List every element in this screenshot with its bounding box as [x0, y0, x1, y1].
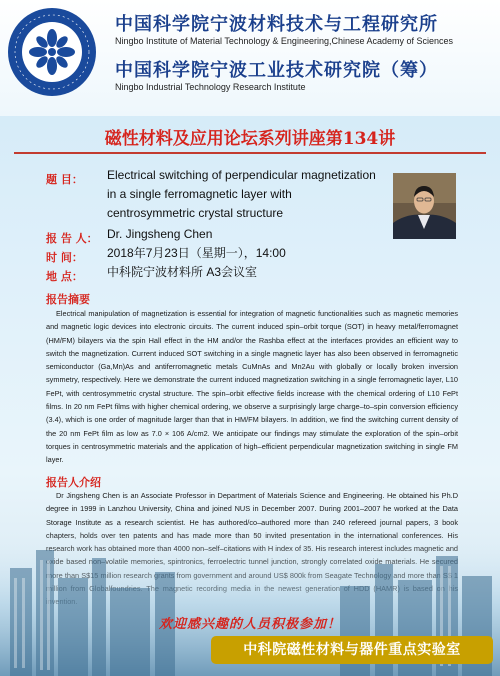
series-title: 磁性材料及应用论坛系列讲座第134讲	[104, 129, 396, 149]
talk-time: 2018年7月23日（星期一），14:00	[107, 246, 286, 260]
talk-place: 中科院宁波材料所 A3会议室	[107, 265, 258, 279]
speaker-photo	[393, 173, 456, 239]
abstract-text: Electrical manipulation of magnetization is essential for integration of magnetic functionalities such as magnetic memories and magnetic logic devices into electronic circuits. The current induced spin–orbit torque (SOT) in heavy metal/ferromagnet (HM/FM) bilayers via the spin Hall effect in the HM and/or the Rashba effect at the interfaces provides an efficient way to switch the magnetization. Current induced SOT switching in a single magnetic layer has also been observed in ferromagnetic semiconductor (Ga,Mn)As and antiferromagnetic metals CuMnAs and Mn2Au with globally or locally broken inversion symmetry, respectively. Here we demonstrate the current induced magnetization switching in a single ferromagnetic layer, L10 FePt, with centrosymmetric crystal structure. The spin–orbit effective fields increase with the chemical ordering of L10 FePt films. In 20 nm FePt films with higher chemical ordering, we observe a surprisingly large charge–to–spin conversion efficiency (3.4), which is one order of magnitude larger than that in HM/FM bilayers. In addition, we find the switching current density of the 20 nm FePt film as low as 7.0 × 106 A/cm2. We anticipate our findings may stimulate the exploration of the spin–orbit torques in centrosymmetric materials and the application of high–efficient perpendicular magnetization switching in single FM layer.	[46, 309, 458, 465]
talk-title: Electrical switching of perpendicular magnetization in a single ferromagnetic layer with centrosymmetric crystal structure	[107, 168, 376, 220]
bio-text: Dr Jingsheng Chen is an Associate Professor in Department of Materials Science and Engineering. He obtained his Ph.D degree in 1999 in Lanzhou University, China and joined NUS in December 2007. During 2001–2007 he worked at the Data Storage Institute as a research scientist. He has authored/co–authored more than 240 refereed journal papers, 3 book	[46, 491, 458, 527]
title-label: 题 目：	[46, 173, 83, 186]
divider	[14, 152, 486, 154]
speaker-name: Dr. Jingsheng Chen	[107, 227, 213, 241]
header	[0, 0, 500, 116]
bio-heading: 报告人介绍	[46, 476, 101, 489]
abstract-heading: 报告摘要	[46, 293, 90, 306]
institute-1	[115, 10, 453, 46]
welcome-slogan: 欢迎感兴趣的人员积极参加！	[158, 617, 341, 632]
place-label: 地 点：	[46, 270, 83, 283]
speaker-label: 报 告 人：	[46, 232, 98, 245]
time-label: 时 间：	[46, 251, 83, 264]
institute-2-cn: 中国科学院宁波工业技术研究院（筹）	[115, 60, 438, 81]
institute-1-en: Ningbo Institute of Material Technology & Engineering,Chinese Academy of Sciences	[115, 36, 454, 46]
institute-1-cn: 中国科学院宁波材料技术与工程研究所	[115, 14, 438, 35]
lab-name-banner: 中科院磁性材料与器件重点实验室	[211, 636, 493, 664]
institute-2	[115, 56, 438, 92]
cas-logo-icon	[6, 6, 98, 98]
institute-2-en: Ningbo Industrial Technology Research Institute	[115, 82, 306, 92]
